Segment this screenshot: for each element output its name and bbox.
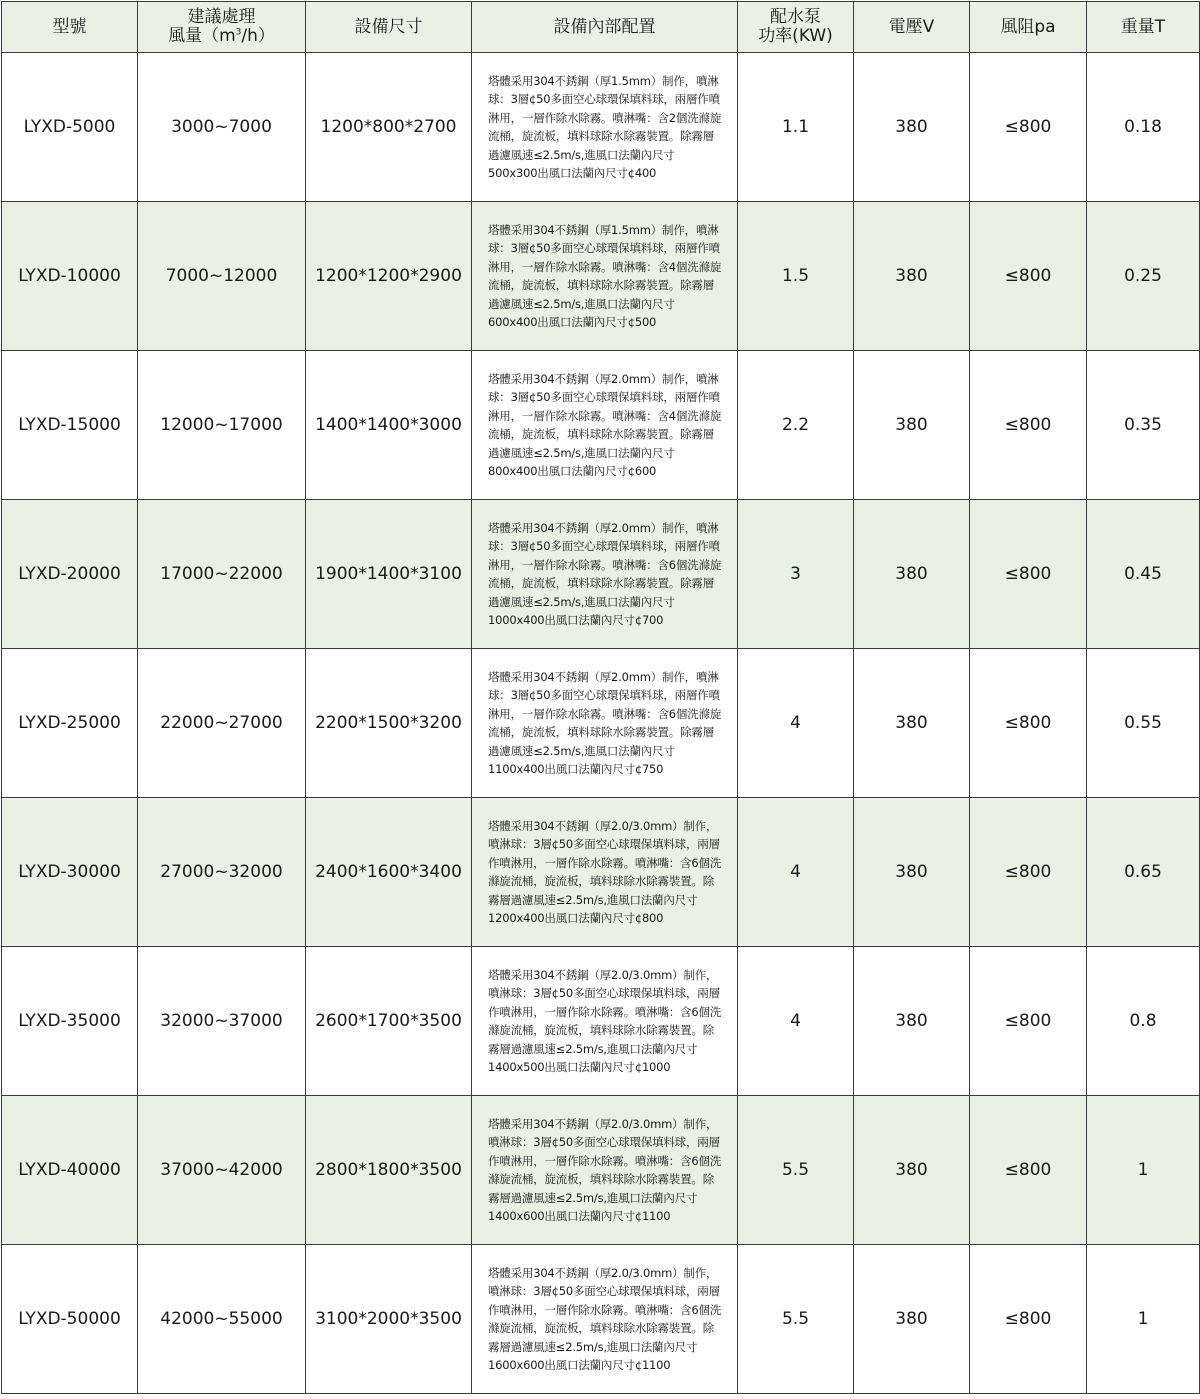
resistance-cell: ≤800 <box>970 202 1087 351</box>
resistance-cell: ≤800 <box>970 798 1087 947</box>
header-size: 設備尺寸 <box>306 2 472 53</box>
size-cell: 2800*1800*3500 <box>306 1096 472 1245</box>
size-cell: 1900*1400*3100 <box>306 500 472 649</box>
header-config: 設備內部配置 <box>472 2 738 53</box>
header-airflow-line1: 建議處理 <box>187 7 256 27</box>
voltage-cell: 380 <box>854 798 970 947</box>
size-cell: 2400*1600*3400 <box>306 798 472 947</box>
model-cell: LYXD-20000 <box>2 500 138 649</box>
model-cell: LYXD-5000 <box>2 53 138 202</box>
pump-cell: 3 <box>738 500 854 649</box>
pump-cell: 4 <box>738 649 854 798</box>
airflow-cell: 32000~37000 <box>138 947 306 1096</box>
table-row <box>2 649 1200 798</box>
size-cell: 1200*1200*2900 <box>306 202 472 351</box>
header-model: 型號 <box>2 2 138 53</box>
weight-cell: 0.25 <box>1087 202 1200 351</box>
voltage-cell: 380 <box>854 53 970 202</box>
table-row <box>2 53 1200 202</box>
size-cell: 2600*1700*3500 <box>306 947 472 1096</box>
model-cell: LYXD-25000 <box>2 649 138 798</box>
header-pump-line2: 功率(KW) <box>758 26 833 46</box>
table-row <box>2 1096 1200 1245</box>
header-weight: 重量T <box>1087 2 1200 53</box>
airflow-cell: 37000~42000 <box>138 1096 306 1245</box>
airflow-cell: 3000~7000 <box>138 53 306 202</box>
model-cell: LYXD-50000 <box>2 1245 138 1394</box>
resistance-cell: ≤800 <box>970 500 1087 649</box>
weight-cell: 1 <box>1087 1245 1200 1394</box>
voltage-cell: 380 <box>854 649 970 798</box>
table-row <box>2 500 1200 649</box>
voltage-cell: 380 <box>854 1096 970 1245</box>
model-cell: LYXD-30000 <box>2 798 138 947</box>
table-row <box>2 202 1200 351</box>
airflow-cell: 12000~17000 <box>138 351 306 500</box>
spec-table <box>1 1 1200 1394</box>
airflow-cell: 42000~55000 <box>138 1245 306 1394</box>
size-cell: 1400*1400*3000 <box>306 351 472 500</box>
table-row <box>2 351 1200 500</box>
pump-cell: 5.5 <box>738 1245 854 1394</box>
config-cell: 塔體采用304不銹鋼（厚1.5mm）制作，噴淋球：3層¢50多面空心球環保填料球，兩層作噴淋用，一層作除水除霧。噴淋嘴：含4個洗滌旋流桶，旋流板，填料球除水除霧裝置。除霧層過濾風速≤2.5m/s,進風口法蘭內尺寸600x400出風口法蘭內尺寸¢500 <box>472 202 738 351</box>
weight-cell: 0.45 <box>1087 500 1200 649</box>
size-cell: 3100*2000*3500 <box>306 1245 472 1394</box>
pump-cell: 1.1 <box>738 53 854 202</box>
airflow-cell: 27000~32000 <box>138 798 306 947</box>
pump-cell: 5.5 <box>738 1096 854 1245</box>
table-row <box>2 947 1200 1096</box>
weight-cell: 0.55 <box>1087 649 1200 798</box>
header-pump <box>738 2 854 53</box>
table-row <box>2 798 1200 947</box>
config-cell: 塔體采用304不銹鋼（厚2.0mm）制作，噴淋球：3層¢50多面空心球環保填料球，兩層作噴淋用，一層作除水除霧。噴淋嘴：含6個洗滌旋流桶，旋流板，填料球除水除霧裝置。除霧層過濾風速≤2.5m/s,進風口法蘭內尺寸1000x400出風口法蘭內尺寸¢700 <box>472 500 738 649</box>
header-row <box>2 2 1200 53</box>
config-cell: 塔體采用304不銹鋼（厚2.0/3.0mm）制作，噴淋球：3層¢50多面空心球環保填料球，兩層作噴淋用，一層作除水除霧。噴淋嘴：含6個洗滌旋流桶，旋流板，填料球除水除霧裝置。除霧層過濾風速≤2.5m/s,進風口法蘭內尺寸1400x500出風口法蘭內尺寸¢1000 <box>472 947 738 1096</box>
pump-cell: 2.2 <box>738 351 854 500</box>
resistance-cell: ≤800 <box>970 351 1087 500</box>
airflow-cell: 22000~27000 <box>138 649 306 798</box>
config-cell: 塔體采用304不銹鋼（厚1.5mm）制作，噴淋球：3層¢50多面空心球環保填料球，兩層作噴淋用，一層作除水除霧。噴淋嘴：含2個洗滌旋流桶，旋流板，填料球除水除霧裝置。除霧層過濾風速≤2.5m/s,進風口法蘭內尺寸500x300出風口法蘭內尺寸¢400 <box>472 53 738 202</box>
weight-cell: 0.35 <box>1087 351 1200 500</box>
size-cell: 1200*800*2700 <box>306 53 472 202</box>
voltage-cell: 380 <box>854 1245 970 1394</box>
resistance-cell: ≤800 <box>970 1096 1087 1245</box>
resistance-cell: ≤800 <box>970 649 1087 798</box>
config-cell: 塔體采用304不銹鋼（厚2.0/3.0mm）制作，噴淋球：3層¢50多面空心球環保填料球，兩層作噴淋用，一層作除水除霧。噴淋嘴：含6個洗滌旋流桶，旋流板，填料球除水除霧裝置。除霧層過濾風速≤2.5m/s,進風口法蘭內尺寸1400x600出風口法蘭內尺寸¢1100 <box>472 1096 738 1245</box>
pump-cell: 1.5 <box>738 202 854 351</box>
voltage-cell: 380 <box>854 947 970 1096</box>
weight-cell: 0.8 <box>1087 947 1200 1096</box>
voltage-cell: 380 <box>854 202 970 351</box>
model-cell: LYXD-15000 <box>2 351 138 500</box>
model-cell: LYXD-40000 <box>2 1096 138 1245</box>
voltage-cell: 380 <box>854 351 970 500</box>
config-cell: 塔體采用304不銹鋼（厚2.0/3.0mm）制作，噴淋球：3層¢50多面空心球環保填料球，兩層作噴淋用，一層作除水除霧。噴淋嘴：含6個洗滌旋流桶，旋流板，填料球除水除霧裝置。除霧層過濾風速≤2.5m/s,進風口法蘭內尺寸1600x600出風口法蘭內尺寸¢1100 <box>472 1245 738 1394</box>
pump-cell: 4 <box>738 798 854 947</box>
pump-cell: 4 <box>738 947 854 1096</box>
resistance-cell: ≤800 <box>970 53 1087 202</box>
config-cell: 塔體采用304不銹鋼（厚2.0/3.0mm）制作，噴淋球：3層¢50多面空心球環保填料球，兩層作噴淋用，一層作除水除霧。噴淋嘴：含6個洗滌旋流桶，旋流板，填料球除水除霧裝置。除霧層過濾風速≤2.5m/s,進風口法蘭內尺寸1200x400出風口法蘭內尺寸¢800 <box>472 798 738 947</box>
header-pump-line1: 配水泵 <box>770 7 821 27</box>
size-cell: 2200*1500*3200 <box>306 649 472 798</box>
airflow-cell: 7000~12000 <box>138 202 306 351</box>
table-row <box>2 1245 1200 1394</box>
header-airflow <box>138 2 306 53</box>
weight-cell: 0.18 <box>1087 53 1200 202</box>
header-voltage: 電壓V <box>854 2 970 53</box>
resistance-cell: ≤800 <box>970 947 1087 1096</box>
resistance-cell: ≤800 <box>970 1245 1087 1394</box>
config-cell: 塔體采用304不銹鋼（厚2.0mm）制作，噴淋球：3層¢50多面空心球環保填料球，兩層作噴淋用，一層作除水除霧。噴淋嘴：含6個洗滌旋流桶，旋流板，填料球除水除霧裝置。除霧層過濾風速≤2.5m/s,進風口法蘭內尺寸1100x400出風口法蘭內尺寸¢750 <box>472 649 738 798</box>
weight-cell: 1 <box>1087 1096 1200 1245</box>
weight-cell: 0.65 <box>1087 798 1200 947</box>
header-airflow-line2: 風量$(m^3/h)$ <box>168 26 275 46</box>
airflow-cell: 17000~22000 <box>138 500 306 649</box>
config-cell: 塔體采用304不銹鋼（厚2.0mm）制作，噴淋球：3層¢50多面空心球環保填料球，兩層作噴淋用，一層作除水除霧。噴淋嘴：含4個洗滌旋流桶，旋流板，填料球除水除霧裝置。除霧層過濾風速≤2.5m/s,進風口法蘭內尺寸800x400出風口法蘭內尺寸¢600 <box>472 351 738 500</box>
header-resistance: 風阻pa <box>970 2 1087 53</box>
voltage-cell: 380 <box>854 500 970 649</box>
model-cell: LYXD-35000 <box>2 947 138 1096</box>
model-cell: LYXD-10000 <box>2 202 138 351</box>
